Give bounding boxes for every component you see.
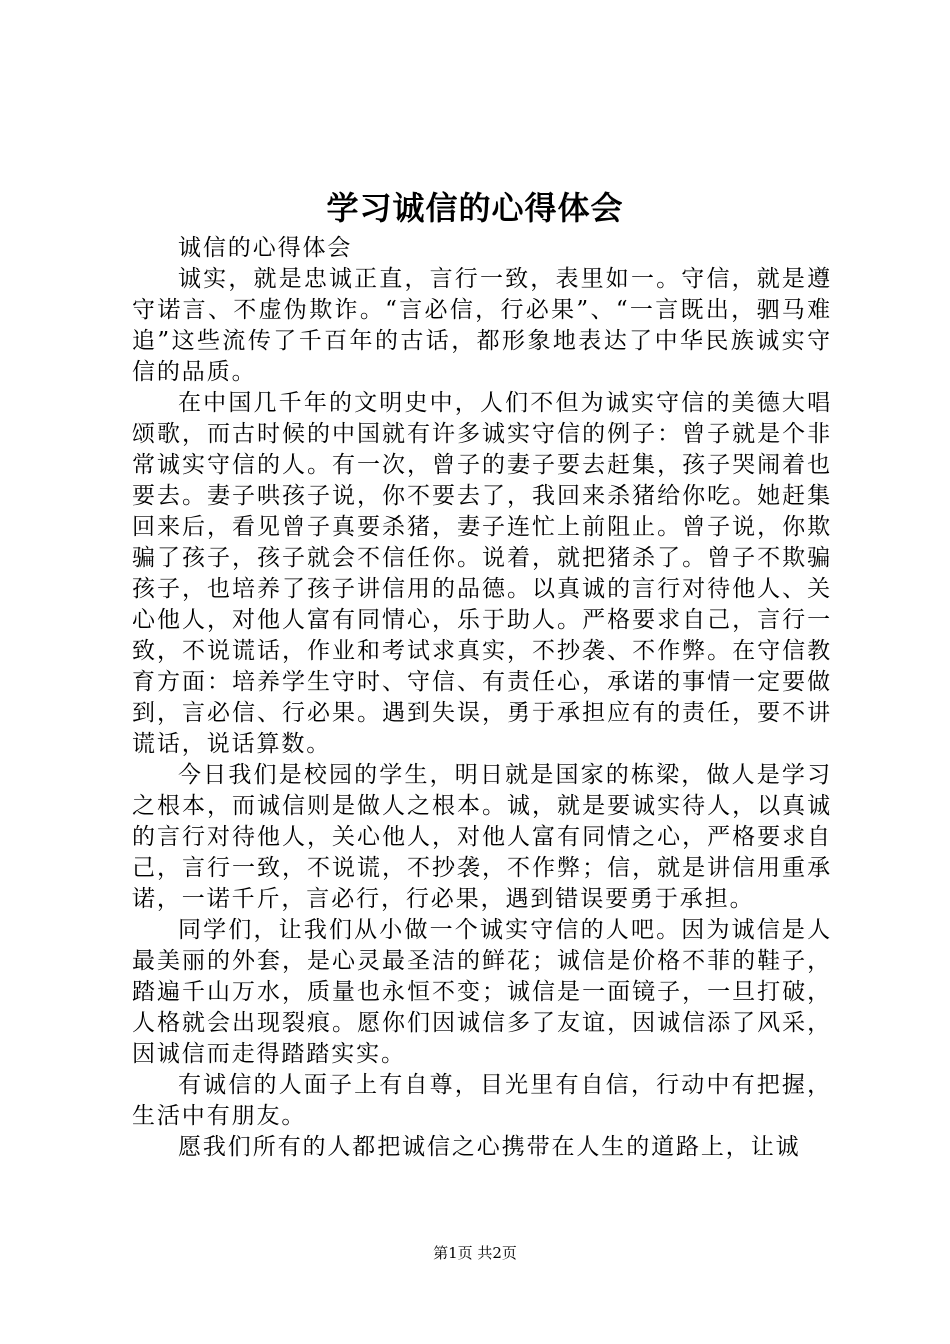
page-footer: 第1页 共2页: [433, 1244, 517, 1262]
paragraph-2: 在中国几千年的文明史中，人们不但为诚实守信的美德大唱颂歌，而古时候的中国就有许多诚实守信的例子：曾子就是个非常诚实守信的人。有一次，曾子的妻子要去赶集，孩子哭闹着也要去。妻子哄孩子说，你不要去了，我回来杀猪给你吃。她赶集回来后，看见曾子真要杀猪，妻子连忙上前阻止。曾子说，你欺骗了孩子，孩子就会不信任你。说着，就把猪杀了。曾子不欺骗孩子，也培养了孩子讲信用的品德。以真诚的言行对待他人、关心他人，对他人富有同情心，乐于助人。严格要求自己，言行一致，不说谎话，作业和考试求真实，不抄袭、不作弊。在守信教育方面：培养学生守时、守信、有责任心，承诺的事情一定要做到，言必信、行必果。遇到失误，勇于承担应有的责任，要不讲谎话，说话算数。: [132, 390, 832, 757]
paragraph-3: 今日我们是校园的学生，明日就是国家的栋梁，做人是学习之根本，而诚信则是做人之根本。诚，就是要诚实待人，以真诚的言行对待他人，关心他人，对他人富有同情之心，严格要求自己，言行一致，不说谎，不抄袭，不作弊；信，就是讲信用重承诺，一诺千斤，言必行，行必果，遇到错误要勇于承担。: [132, 762, 832, 912]
document-title: 学习诚信的心得体会: [326, 189, 624, 227]
paragraph-5: 有诚信的人面子上有自尊，目光里有自信，行动中有把握，生活中有朋友。: [132, 1072, 832, 1129]
subtitle-line: 诚信的心得体会: [178, 235, 353, 261]
paragraph-1: 诚实，就是忠诚正直，言行一致，表里如一。守信，就是遵守诺言、不虚伪欺诈。“言必信，行必果”、“一言既出，驷马难追”这些流传了千百年的古话，都形象地表达了中华民族诚实守信的品质。: [132, 266, 832, 385]
paragraph-6: 愿我们所有的人都把诚信之心携带在人生的道路上，让诚: [178, 1134, 801, 1160]
document-body: [132, 233, 832, 1163]
paragraph-4: 同学们，让我们从小做一个诚实守信的人吧。因为诚信是人最美丽的外套，是心灵最圣洁的鲜花；诚信是价格不菲的鞋子，踏遍千山万水，质量也永恒不变；诚信是一面镜子，一旦打破，人格就会出现裂痕。愿你们因诚信多了友谊，因诚信添了风采，因诚信而走得踏踏实实。: [132, 917, 832, 1067]
